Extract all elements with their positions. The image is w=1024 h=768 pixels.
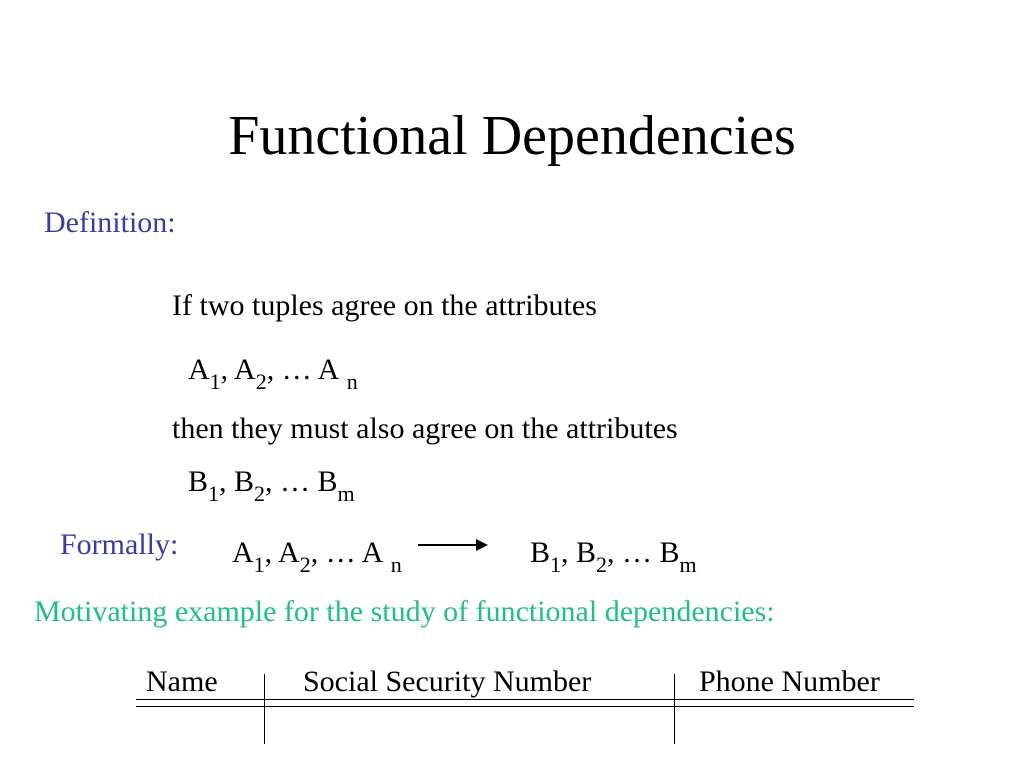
comma: ,: [219, 465, 235, 498]
attribute-list-b: [188, 462, 355, 504]
table-header-rule-top: [136, 699, 914, 700]
formal-rhs: [530, 533, 697, 575]
attr-b1: B: [188, 465, 209, 498]
attr-a1: A: [232, 536, 254, 569]
attr-a1: A: [188, 353, 210, 386]
attr-b1-subscript: 1: [550, 552, 562, 577]
attr-an-subscript: n: [346, 369, 358, 394]
implies-arrow-icon: [418, 537, 490, 553]
ellipsis: , …: [266, 353, 318, 386]
slide-title: Functional Dependencies: [228, 105, 796, 167]
attr-b2: B: [576, 536, 597, 569]
definition-label: Definition:: [44, 206, 176, 239]
attr-bm-subscript: m: [679, 552, 697, 577]
attr-b1-subscript: 1: [208, 481, 220, 506]
attr-an: A: [361, 536, 384, 569]
formal-lhs: [232, 533, 402, 575]
table-header-ssn: Social Security Number: [303, 665, 592, 698]
attr-b2-subscript: 2: [254, 481, 266, 506]
table-column-divider-1: [264, 674, 265, 744]
attr-a2-subscript: 2: [255, 369, 267, 394]
table-header-rule-bottom: [136, 706, 914, 707]
attr-bm: B: [659, 536, 680, 569]
ellipsis: , …: [310, 536, 362, 569]
comma: ,: [561, 536, 577, 569]
attr-a2-subscript: 2: [299, 552, 311, 577]
formally-label: Formally:: [60, 528, 179, 561]
table-header-name: Name: [146, 665, 218, 698]
attr-a1-subscript: 1: [209, 369, 221, 394]
motivating-example-text: Motivating example for the study of functional dependencies:: [34, 595, 775, 628]
definition-line-1: If two tuples agree on the attributes: [172, 289, 597, 322]
attr-an-subscript: n: [390, 552, 402, 577]
attr-a2: A: [234, 353, 256, 386]
attr-b2-subscript: 2: [596, 552, 608, 577]
attr-b2: B: [234, 465, 255, 498]
attr-bm: B: [317, 465, 338, 498]
comma: ,: [264, 536, 279, 569]
ellipsis: , …: [607, 536, 660, 569]
ellipsis: , …: [265, 465, 318, 498]
comma: ,: [220, 353, 235, 386]
attr-a1-subscript: 1: [253, 552, 265, 577]
attr-bm-subscript: m: [337, 481, 355, 506]
definition-line-2: then they must also agree on the attributes: [172, 412, 678, 445]
table-header-phone: Phone Number: [699, 665, 880, 698]
attr-b1: B: [530, 536, 551, 569]
attr-an: A: [317, 353, 340, 386]
table-column-divider-2: [674, 674, 675, 744]
attr-a2: A: [278, 536, 300, 569]
attribute-list-a: [188, 350, 358, 392]
